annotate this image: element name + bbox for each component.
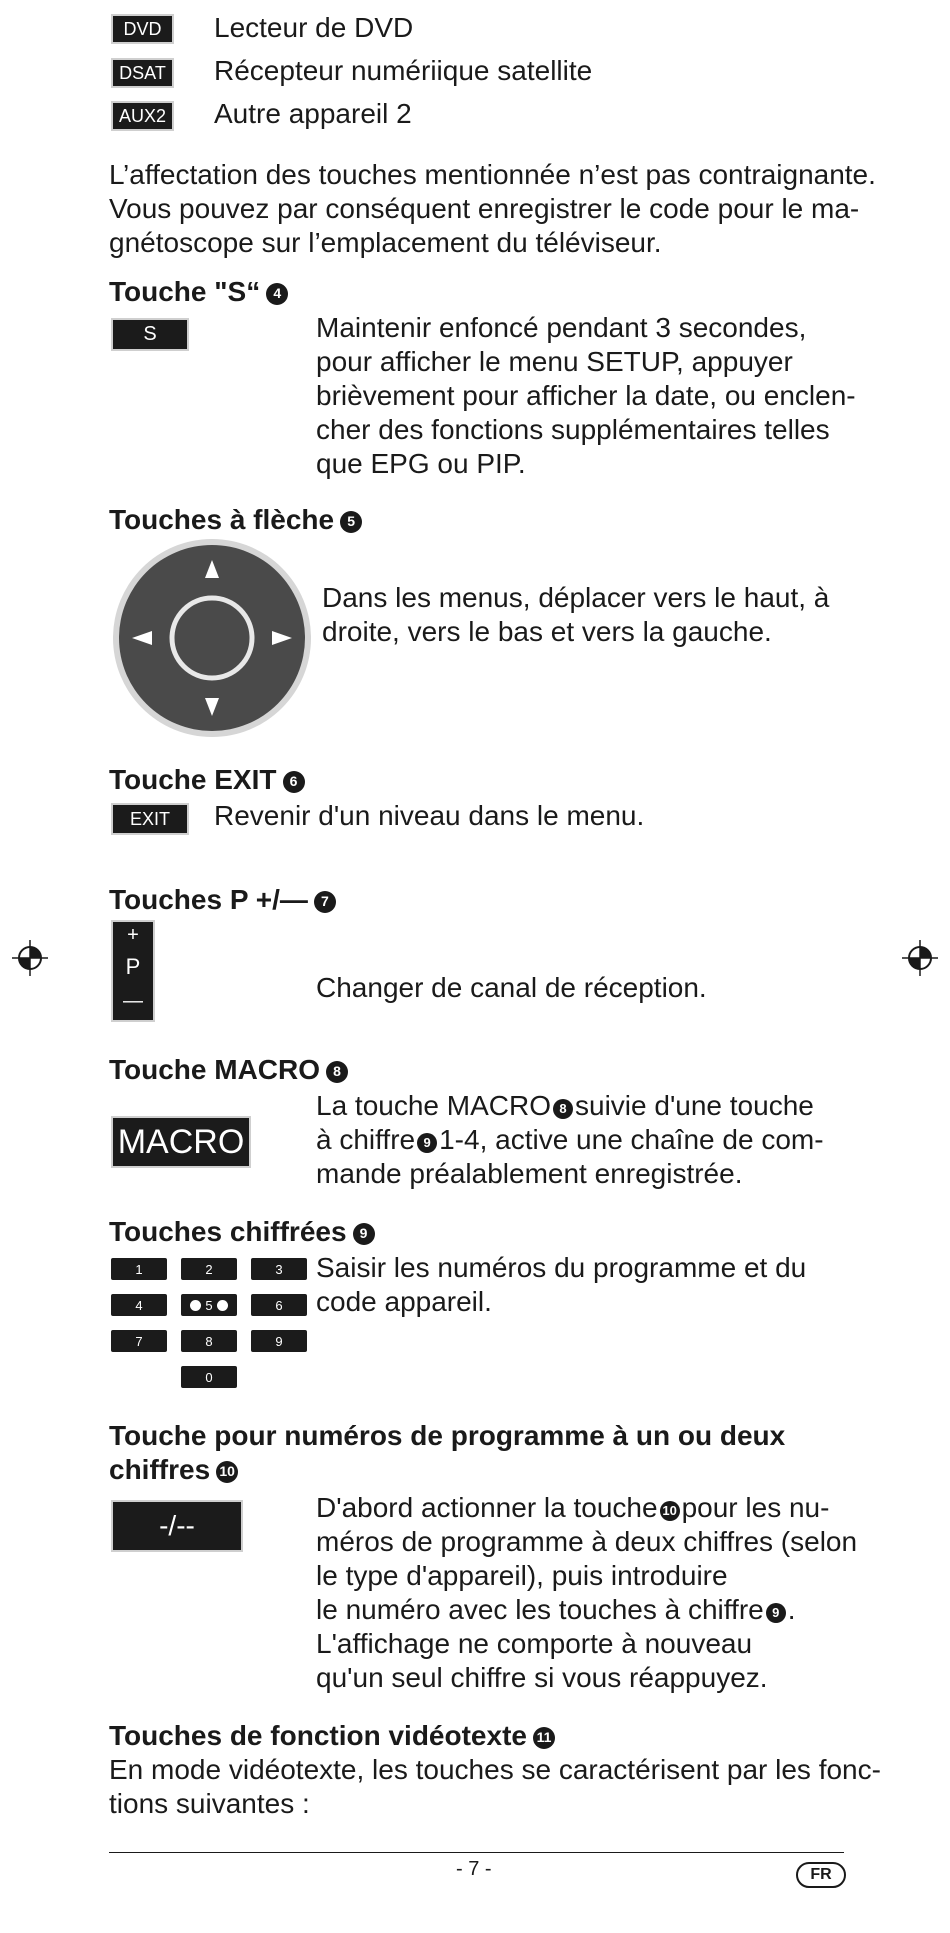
digit-key-4: 4	[111, 1294, 167, 1316]
twodigit-heading-2-text: chiffres	[109, 1454, 211, 1485]
digits-line-1: Saisir les numéros du programme et du	[316, 1252, 807, 1283]
digit-key-3: 3	[251, 1258, 307, 1280]
exit-heading-text: Touche EXIT	[109, 764, 277, 795]
twodigit-heading-2	[109, 1452, 238, 1487]
dvd-label: Lecteur de DVD	[214, 12, 414, 43]
macro-heading	[109, 1052, 348, 1087]
s-key-heading-text: Touche "S“	[109, 276, 261, 307]
registration-mark-icon	[12, 940, 48, 976]
twodigit-line-1-b: pour les nu-	[681, 1492, 830, 1523]
digit-key-7: 7	[111, 1330, 167, 1352]
macro-heading-text: Touche MACRO	[109, 1054, 321, 1085]
dvd-key	[111, 14, 174, 44]
arrows-line-2: droite, vers le bas et vers la gauche.	[322, 616, 772, 647]
digits-heading	[109, 1214, 375, 1249]
macro-line-1	[316, 1088, 814, 1123]
macro-line-2-b: 1-4, active une chaîne de com-	[439, 1124, 824, 1155]
macro-button	[111, 1116, 251, 1168]
aux2-label: Autre appareil 2	[214, 98, 412, 129]
s-key-line-3: brièvement pour afficher la date, ou enclen-	[316, 380, 856, 411]
intro-line-2: Vous pouvez par conséquent enregistrer le code pour le ma-	[109, 193, 860, 224]
dash-dash-button-label: -/--	[159, 1510, 195, 1541]
twodigit-line-2: méros de programme à deux chiffres (selon	[316, 1526, 858, 1557]
arrows-heading-text: Touches à flèche	[109, 504, 335, 535]
teletext-heading-text: Touches de fonction vidéotexte	[109, 1720, 527, 1751]
aux2-key	[111, 101, 174, 131]
p-label: P	[125, 954, 141, 979]
s-key-line-2: pour afficher le menu SETUP, appuyer	[316, 346, 793, 377]
digits-heading-text: Touches chiffrées	[109, 1216, 347, 1247]
teletext-heading	[109, 1718, 555, 1753]
s-button-label: S	[143, 323, 157, 345]
twodigit-line-1-a: D'abord actionner la touche	[316, 1492, 658, 1523]
twodigit-line-3: le type d'appareil), puis introduire	[316, 1560, 728, 1591]
exit-text: Revenir d'un niveau dans le menu.	[214, 800, 645, 831]
twodigit-line-1	[316, 1490, 829, 1525]
callout-4-badge: 4	[266, 283, 288, 305]
page-number: - 7 -	[456, 1858, 492, 1880]
arrow-pad-icon	[112, 538, 312, 738]
dsat-label: Récepteur numériique satellite	[214, 55, 593, 86]
exit-button	[111, 803, 189, 835]
language-badge	[796, 1862, 846, 1888]
tactile-dot-icon	[190, 1300, 201, 1311]
twodigit-line-6: qu'un seul chiffre si vous réappuyez.	[316, 1662, 768, 1693]
callout-9-inline-badge: 9	[766, 1603, 786, 1623]
macro-line-1-a: La touche MACRO	[316, 1090, 551, 1121]
dvd-key-label: DVD	[123, 18, 162, 39]
s-button	[111, 318, 189, 351]
callout-5-badge: 5	[340, 511, 362, 533]
tactile-dot-icon	[217, 1300, 228, 1311]
teletext-line-2: tions suivantes :	[109, 1788, 310, 1819]
exit-button-label: EXIT	[129, 808, 170, 829]
callout-8-inline-badge: 8	[553, 1099, 573, 1119]
callout-9-inline-badge: 9	[417, 1133, 437, 1153]
twodigit-line-5: L'affichage ne comporte à nouveau	[316, 1628, 753, 1659]
dash-dash-button	[111, 1500, 243, 1552]
teletext-line-1: En mode vidéotexte, les touches se caractérisent par les fonc-	[109, 1754, 881, 1785]
intro-line-3: gnétoscope sur l’emplacement du téléviseur.	[109, 227, 662, 258]
dsat-key-label: DSAT	[119, 62, 166, 83]
exit-heading	[109, 762, 305, 797]
pkeys-text: Changer de canal de réception.	[316, 972, 707, 1003]
twodigit-line-4	[316, 1592, 796, 1627]
twodigit-line-4-a: le numéro avec les touches à chiffre	[316, 1594, 764, 1625]
macro-line-1-b: suivie d'une touche	[575, 1090, 814, 1121]
digit-key-1: 1	[111, 1258, 167, 1280]
callout-10-badge: 10	[216, 1461, 238, 1483]
pkeys-heading	[109, 882, 336, 917]
digit-key-5	[181, 1294, 237, 1316]
language-badge-label: FR	[810, 1866, 832, 1883]
digit-key-6: 6	[251, 1294, 307, 1316]
digits-line-2: code appareil.	[316, 1286, 492, 1317]
aux2-key-label: AUX2	[118, 105, 167, 126]
dsat-key	[111, 58, 174, 88]
macro-line-2	[316, 1122, 824, 1157]
callout-10-inline-badge: 10	[660, 1501, 680, 1521]
pkeys-heading-text: Touches P +/—	[109, 884, 308, 915]
s-key-line-1: Maintenir enfoncé pendant 3 secondes,	[316, 312, 807, 343]
twodigit-heading-1: Touche pour numéros de programme à un ou deux	[109, 1420, 786, 1451]
callout-11-badge: 11	[533, 1727, 555, 1749]
arrows-line-1: Dans les menus, déplacer vers le haut, à	[322, 582, 830, 613]
callout-7-badge: 7	[314, 891, 336, 913]
s-key-heading	[109, 274, 288, 309]
callout-6-badge: 6	[283, 771, 305, 793]
p-minus-label: —	[123, 990, 143, 1012]
twodigit-line-4-b: .	[787, 1594, 796, 1625]
s-key-line-5: que EPG ou PIP.	[316, 448, 526, 479]
p-rocker-key	[111, 920, 155, 1022]
digit-key-2: 2	[181, 1258, 237, 1280]
intro-line-1: L’affectation des touches mentionnée n’est pas contraignante.	[109, 159, 876, 190]
callout-9-badge: 9	[353, 1223, 375, 1245]
digit-key-8: 8	[181, 1330, 237, 1352]
arrows-heading	[109, 502, 362, 537]
footer-rule	[109, 1852, 844, 1853]
callout-8-badge: 8	[326, 1061, 348, 1083]
digit-key-5-label: 5	[205, 1297, 213, 1313]
digit-key-9: 9	[251, 1330, 307, 1352]
p-plus-label: +	[127, 924, 139, 946]
macro-line-2-a: à chiffre	[316, 1124, 416, 1155]
digit-key-0: 0	[181, 1366, 237, 1388]
s-key-line-4: cher des fonctions supplémentaires telles	[316, 414, 830, 445]
macro-button-label: MACRO	[117, 1122, 245, 1161]
registration-mark-icon	[902, 940, 938, 976]
macro-line-3: mande préalablement enregistrée.	[316, 1158, 743, 1189]
